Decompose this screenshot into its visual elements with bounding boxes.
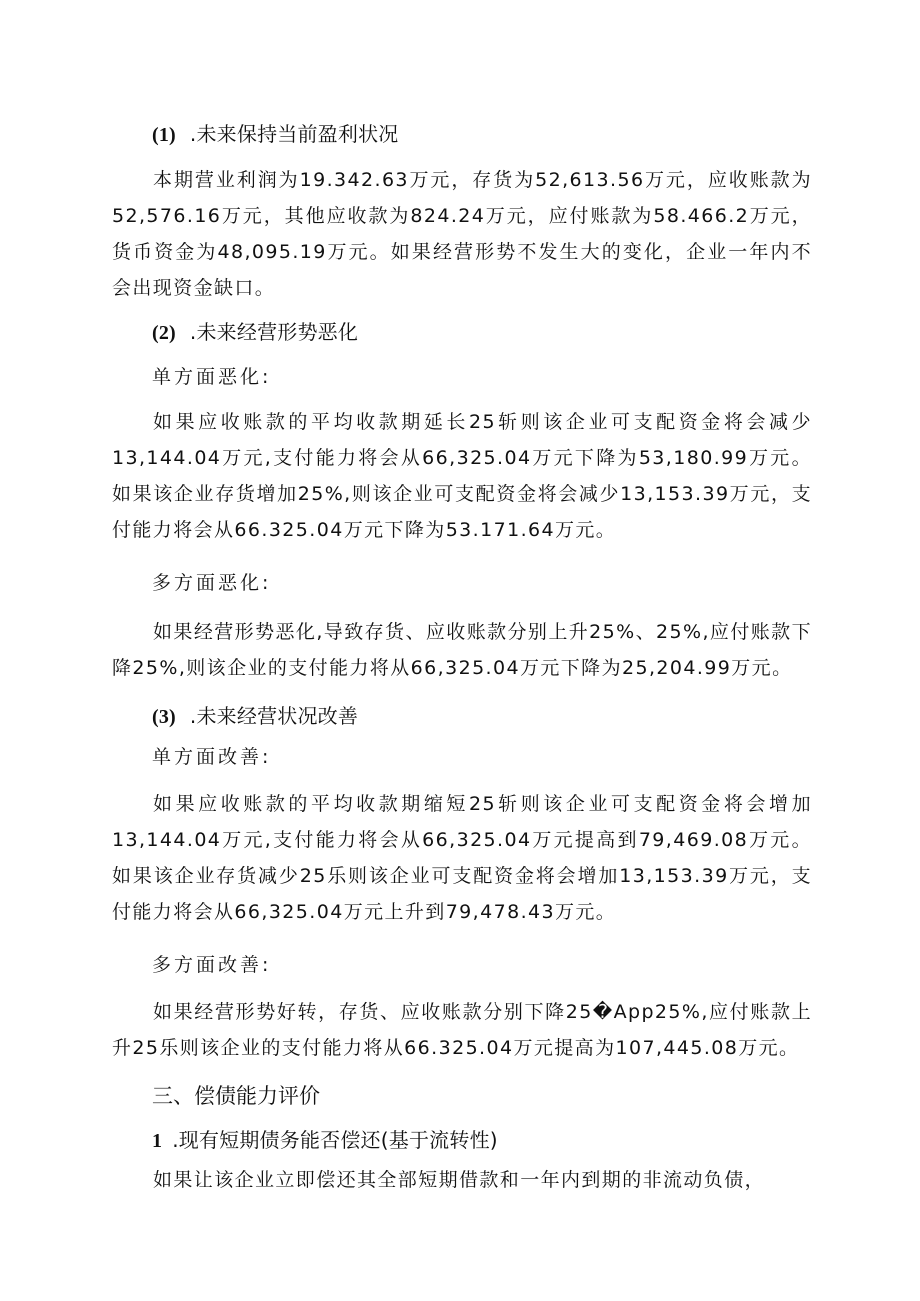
heading-current-profit [152,118,398,147]
section-title-solvency: 三、偿债能力评价 [152,1084,320,1108]
paragraph-current-profit: 本期营业利润为19.342.63万元，存货为52,613.56万元，应收账款为52,576.16万元，其他应收款为824.24万元，应付账款为58.466.2万元，货币资金为48,095.19万元。如果经营形势不发生大的变化，企业一年内不会出现资金缺口。 [112,169,812,299]
paragraph-single-deteriorate: 如果应收账款的平均收款期延长25斩则该企业可支配资金将会减少13,144.04万元,支付能力将会从66,325.04万元下降为53,180.99万元。如果该企业存货增加25%,则该企业可支配资金将会减少13,153.39万元，支付能力将会从66.325.04万元下降为53.171.64万元。 [112,411,812,541]
label-single-deteriorate: 单方面恶化: [152,366,272,388]
paragraph-single-improve: 如果应收账款的平均收款期缩短25斩则该企业可支配资金将会增加13,144.04万元,支付能力将会从66,325.04万元提高到79,469.08万元。如果该企业存货减少25乐则该企业可支配资金将会增加13,153.39万元，支付能力将会从66,325.04万元上升到79,478.43万元。 [112,793,812,923]
heading-text: .未来经营状况改善 [189,704,359,728]
heading-number: (3) [152,706,176,728]
heading-text: .未来经营形势恶化 [189,320,359,344]
heading-deteriorate [152,316,358,345]
label-multi-deteriorate: 多方面恶化: [152,572,272,594]
heading-number: 1 [152,1130,163,1152]
heading-text: .现有短期债务能否偿还(基于流转性) [172,1128,498,1152]
label-single-improve: 单方面改善: [152,746,272,768]
paragraph-multi-deteriorate: 如果经营形势恶化,导致存货、应收账款分别上升25%、25%,应付账款下降25%,则该企业的支付能力将从66,325.04万元下降为25,204.99万元。 [112,621,812,679]
heading-short-term-debt [152,1124,498,1153]
label-multi-improve: 多方面改善: [152,954,272,976]
paragraph-multi-improve: 如果经营形势好转，存货、应收账款分别下降25�App25%,应付账款上升25乐则该企业的支付能力将从66.325.04万元提高为107,445.08万元。 [112,1001,812,1059]
heading-number: (1) [152,124,176,146]
heading-number: (2) [152,322,176,344]
paragraph-short-term-debt: 如果让该企业立即偿还其全部短期借款和一年内到期的非流动负债， [153,1169,766,1191]
heading-improve [152,700,358,729]
heading-text: .未来保持当前盈利状况 [189,122,399,146]
